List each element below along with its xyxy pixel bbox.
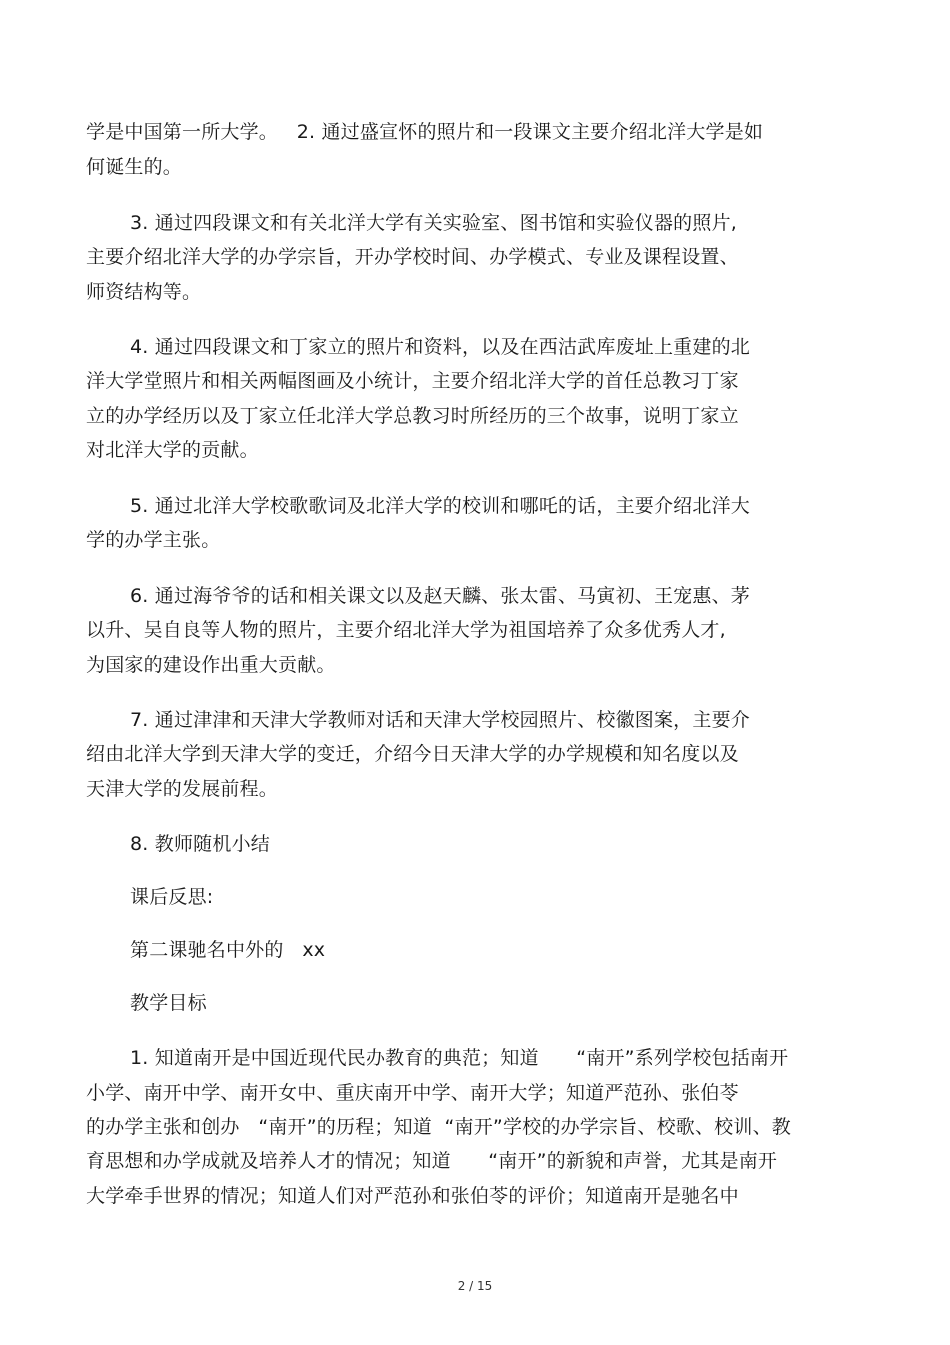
text-line: 以升、吴自良等人物的照片，主要介绍北洋大学为祖国培养了众多优秀人才,: [86, 619, 726, 641]
text-line: 为国家的建设作出重大贡献。: [86, 654, 336, 676]
section-heading: 课后反思:: [130, 886, 214, 908]
text-line: 5. 通过北洋大学校歌歌词及北洋大学的校训和哪吒的话，主要介绍北洋大: [130, 495, 750, 517]
text-line: 7. 通过津津和天津大学教师对话和天津大学校园照片、校徽图案，主要介: [130, 709, 750, 731]
text-line: 师资结构等。: [86, 281, 202, 303]
text-line: 天津大学的发展前程。: [86, 778, 279, 800]
text-line: 小学、南开中学、南开女中、重庆南开中学、南开大学；知道严范孙、张伯苓: [86, 1082, 739, 1104]
text-line: 8. 教师随机小结: [130, 833, 270, 855]
text-line: 洋大学堂照片和相关两幅图画及小统计，主要介绍北洋大学的首任总教习丁家: [86, 370, 739, 392]
text-line: 4. 通过四段课文和丁家立的照片和资料，以及在西沽武库废址上重建的北: [130, 336, 750, 358]
text-line: 育思想和办学成就及培养人才的情况；知道 “南开”的新貌和声誉，尤其是南开: [86, 1150, 778, 1172]
section-heading: 教学目标: [130, 992, 207, 1014]
text-line: 何诞生的。: [86, 156, 183, 178]
page-number: 2 / 15: [457, 1279, 493, 1293]
text-line: 1. 知道南开是中国近现代民办教育的典范；知道 “南开”系列学校包括南开: [130, 1047, 789, 1069]
text-line: 3. 通过四段课文和有关北洋大学有关实验室、图书馆和实验仪器的照片,: [130, 212, 738, 234]
text-line: 学是中国第一所大学。 2. 通过盛宣怀的照片和一段课文主要介绍北洋大学是如: [86, 121, 764, 143]
text-line: 绍由北洋大学到天津大学的变迁，介绍今日天津大学的办学规模和知名度以及: [86, 743, 739, 765]
section-heading: 第二课驰名中外的 xx: [130, 939, 326, 961]
text-line: 主要介绍北洋大学的办学宗旨，开办学校时间、办学模式、专业及课程设置、: [86, 246, 739, 268]
text-line: 立的办学经历以及丁家立任北洋大学总教习时所经历的三个故事，说明丁家立: [86, 405, 739, 427]
text-line: 学的办学主张。: [86, 529, 221, 551]
text-line: 对北洋大学的贡献。: [86, 439, 259, 461]
text-line: 大学牵手世界的情况；知道人们对严范孙和张伯苓的评价；知道南开是驰名中: [86, 1185, 739, 1207]
text-line: 的办学主张和创办 “南开”的历程；知道 “南开”学校的办学宗旨、校歌、校训、教: [86, 1116, 791, 1138]
text-line: 6. 通过海爷爷的话和相关课文以及赵天麟、张太雷、马寅初、王宠惠、茅: [130, 585, 750, 607]
